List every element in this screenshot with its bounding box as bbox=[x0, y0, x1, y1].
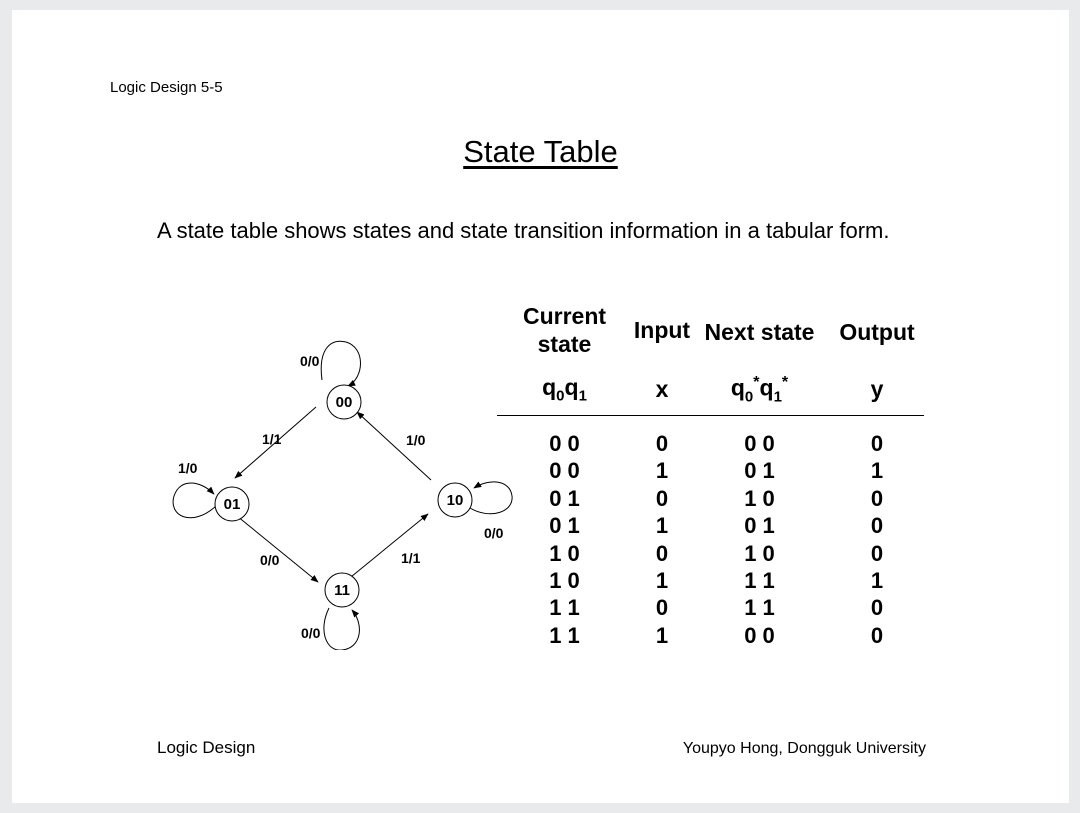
subheader-current-sub0: 0 bbox=[556, 387, 565, 405]
cell-current: 1 0 bbox=[549, 568, 580, 593]
cell-current: 1 1 bbox=[549, 622, 580, 648]
cell-current: 0 0 bbox=[549, 431, 580, 456]
label-edge-10-00: 1/0 bbox=[406, 432, 426, 448]
label-loop-11: 0/0 bbox=[301, 625, 321, 641]
page-title: State Table bbox=[463, 134, 618, 169]
cell-output: 1 bbox=[870, 568, 884, 593]
cell-input: 1 bbox=[655, 622, 669, 648]
header-current-line2: state bbox=[537, 331, 592, 357]
intro-text: A state table shows states and state transition information in a tabular form. bbox=[157, 218, 890, 243]
subheader-current bbox=[497, 374, 632, 405]
cell-next: 1 0 bbox=[744, 540, 775, 566]
label-edge-11-10: 1/1 bbox=[401, 550, 421, 566]
cell-current: 0 1 bbox=[549, 513, 580, 539]
cell-next: 0 1 bbox=[744, 513, 775, 539]
cell-next: 0 0 bbox=[744, 622, 775, 648]
cell-input: 0 bbox=[655, 431, 669, 456]
cell-next: 0 1 bbox=[744, 458, 775, 484]
subheader-next bbox=[697, 374, 822, 405]
loop-11 bbox=[324, 608, 360, 650]
cell-next: 1 0 bbox=[744, 485, 775, 511]
cell-input: 0 bbox=[655, 595, 669, 621]
loop-00 bbox=[321, 341, 360, 386]
edge-11-10 bbox=[346, 514, 428, 581]
cell-input: 1 bbox=[655, 568, 669, 593]
subheader-current-sub1: 1 bbox=[578, 387, 587, 405]
cell-current: 1 1 bbox=[549, 595, 580, 621]
cell-output: 0 bbox=[870, 513, 884, 539]
subheader-next-q0: q bbox=[730, 374, 745, 401]
cell-input: 1 bbox=[655, 513, 669, 539]
cell-current: 0 1 bbox=[549, 485, 580, 511]
label-loop-00: 0/0 bbox=[300, 353, 320, 369]
cell-input: 0 bbox=[655, 540, 669, 566]
header-rule bbox=[497, 415, 924, 416]
state-11 bbox=[325, 573, 359, 607]
subheader-current-q0: q bbox=[542, 374, 557, 400]
state-10 bbox=[438, 483, 472, 517]
cell-output: 0 bbox=[870, 485, 884, 511]
subheader-output: y bbox=[870, 376, 884, 402]
state-01-label: 01 bbox=[223, 496, 241, 513]
state-00 bbox=[327, 385, 361, 419]
state-01 bbox=[215, 487, 249, 521]
state-diagram bbox=[152, 320, 532, 650]
subheader-next-sub1: 1 bbox=[773, 388, 782, 406]
cell-current: 0 0 bbox=[549, 458, 580, 484]
subheader-next-sub0: 0 bbox=[744, 388, 754, 406]
footer-right: Youpyo Hong, Dongguk University bbox=[682, 740, 926, 757]
cell-output: 1 bbox=[870, 458, 884, 484]
subheader-input: x bbox=[655, 376, 669, 402]
cell-next: 1 1 bbox=[744, 568, 775, 593]
state-00-label: 00 bbox=[335, 394, 353, 411]
loop-01 bbox=[173, 483, 216, 518]
header-current-state bbox=[497, 302, 632, 358]
state-10-label: 10 bbox=[446, 492, 464, 509]
subheader-next-star0: * bbox=[753, 374, 760, 391]
subheader-current-q1: q bbox=[564, 374, 579, 400]
cell-output: 0 bbox=[870, 595, 884, 621]
edge-01-11 bbox=[237, 516, 318, 582]
cell-output: 0 bbox=[870, 431, 884, 456]
subheader-next-q1: q bbox=[759, 374, 774, 401]
cell-input: 0 bbox=[655, 485, 669, 511]
cell-output: 0 bbox=[870, 622, 884, 648]
cell-output: 0 bbox=[870, 540, 884, 566]
course-label: Logic Design 5-5 bbox=[110, 79, 223, 96]
cell-next: 1 1 bbox=[744, 595, 775, 621]
label-loop-10: 0/0 bbox=[484, 525, 504, 541]
slide bbox=[12, 10, 1069, 803]
footer-left: Logic Design bbox=[157, 738, 256, 757]
header-input: Input bbox=[633, 317, 691, 343]
label-edge-00-01: 1/1 bbox=[262, 431, 282, 447]
header-current-line1: Current bbox=[522, 303, 607, 329]
label-loop-01: 1/0 bbox=[178, 460, 198, 476]
cell-next: 0 0 bbox=[744, 431, 775, 456]
header-next-state: Next state bbox=[704, 319, 815, 345]
cell-current: 1 0 bbox=[549, 540, 580, 566]
cell-input: 1 bbox=[655, 458, 669, 484]
subheader-next-star1: * bbox=[781, 374, 789, 391]
state-11-label: 11 bbox=[334, 582, 350, 599]
header-output: Output bbox=[839, 319, 915, 345]
label-edge-01-11: 0/0 bbox=[260, 552, 280, 568]
